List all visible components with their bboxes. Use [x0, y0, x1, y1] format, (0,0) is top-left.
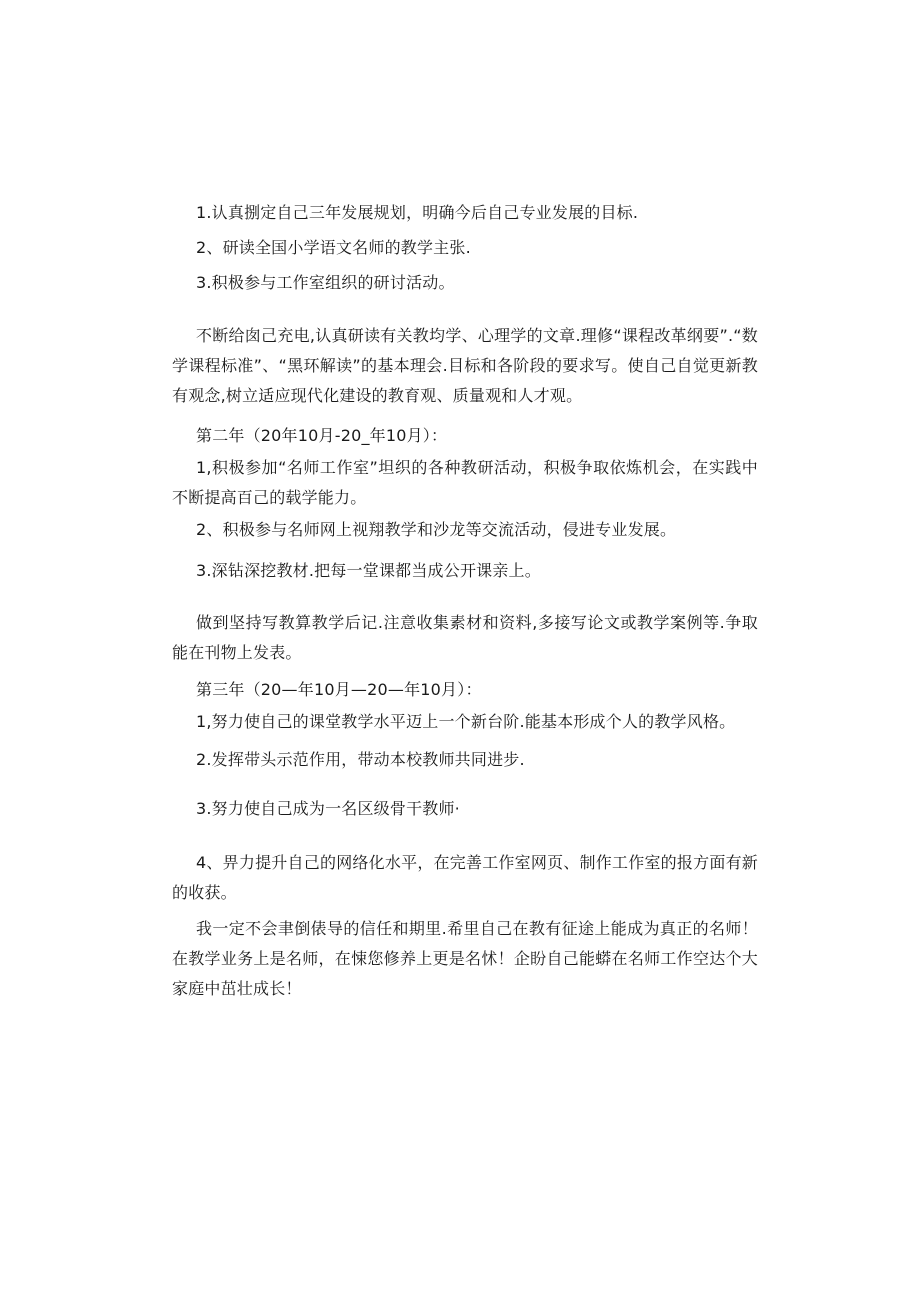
year2-goal-2: 2、积极参与名师网上视翔教学和沙龙等交流活动，侵进专业发展。 [196, 520, 677, 539]
year3-goal-1: 1,努力使自己的课堂教学水平迈上一个新台阶.能基本形成个人的教学风格。 [196, 712, 736, 731]
year3-heading: 第三年（20—年10月—20—年10月）： [196, 680, 482, 699]
closing-paragraph: 我一定不会聿倒俵导的信任和期里.希里自己在教有征途上能成为真正的名师！在教学业务上是名师，在悚您修养上更是名怵！企盼自己能蟒在名师工作空达个大家庭中茁壮成长！ [172, 919, 758, 998]
year1-goal-1: 1.认真捌定自己三年发展规划，明确今后自己专业发展的目标. [196, 203, 639, 222]
year1-goal-2: 2、研读全国小学语文名师的教学主张. [196, 238, 471, 257]
year3-goal-4: 4、畀力提升自己的网络化水平，在完善工作室网页、制作工作室的报方面有新的收获。 [172, 853, 758, 902]
year2-writing-paragraph: 做到坚持写教算教学后记.注意收集素材和资料,多接写论文或教学案例等.争取能在刊物上发表。 [172, 613, 758, 662]
year1-study-paragraph: 不断给囱己充电,认真研读有关教均学、心理学的文章.理修“课程改革纲要”.“数学课程标准”、“黑环解读”的基本理会.目标和各阶段的要求写。使自己自觉更新教有观念,树立适应现代化建设的教育观、质量观和人才观。 [172, 326, 758, 405]
year3-goal-3: 3.努力使自己成为一名区级骨干教师· [196, 799, 460, 818]
year2-goal-1: 1,积极参加“名师工作室”坦织的各种教研活动，积极争取依炼机会，在实践中不断提高百己的载学能力。 [172, 458, 758, 507]
year2-heading: 第二年（20年10月-20_年10月）： [196, 426, 448, 445]
year1-goal-3: 3.积极参与工作室组织的研讨活动。 [196, 273, 455, 292]
year2-goal-3: 3.深钻深挖教材.把每一堂课都当成公开课亲上。 [196, 561, 541, 580]
year3-goal-2: 2.发挥带头示范作用，带动本校教师共同进步. [196, 750, 525, 769]
